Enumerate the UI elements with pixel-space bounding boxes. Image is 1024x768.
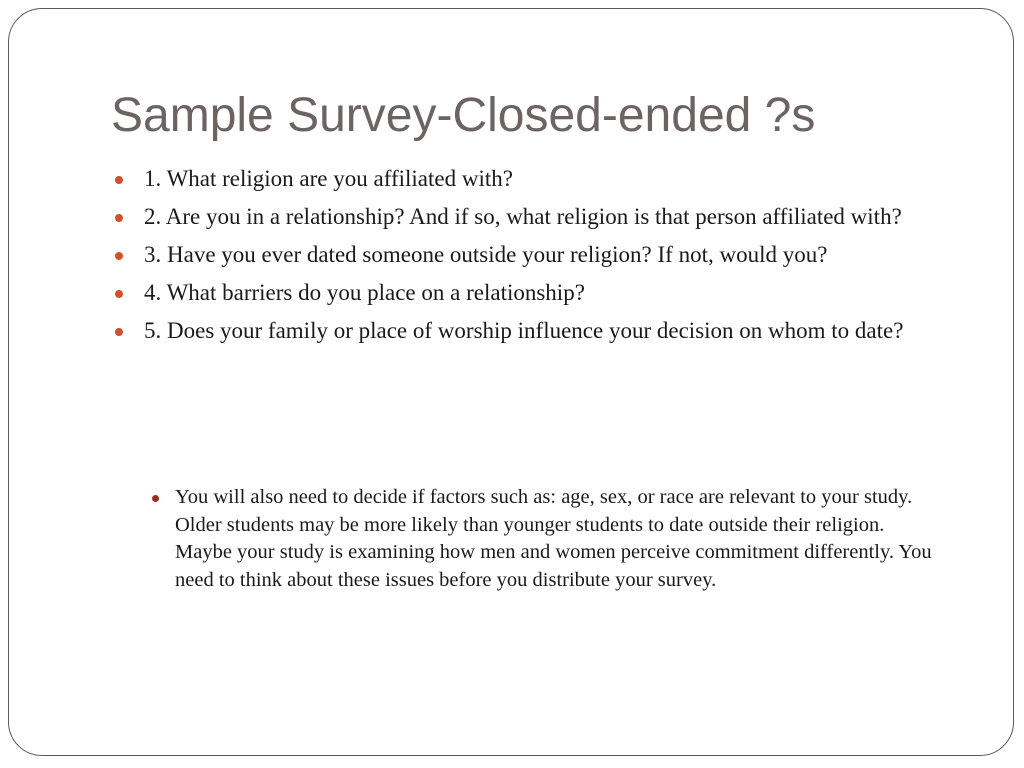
slide-title: Sample Survey-Closed-ended ?s <box>111 89 816 142</box>
sub-bullet-list <box>145 484 945 594</box>
bullet-list <box>112 164 912 354</box>
bullet-dot-icon <box>115 252 123 260</box>
bullet-item-1 <box>112 164 912 194</box>
sub-bullet-item-1 <box>145 484 945 594</box>
bullet-item-4 <box>112 278 912 308</box>
bullet-text-5: 5. Does your family or place of worship influence your decision on whom to date? <box>144 318 904 343</box>
sub-bullet-text-1: You will also need to decide if factors such as: age, sex, or race are relevant to your study. Older students may be more likely than younger students to date outside their religion. Maybe your study is examining how men and women perceive commitment differently. You need to think about these issues before you distribute your survey. <box>175 486 932 591</box>
bullet-item-2 <box>112 202 912 232</box>
bullet-dot-icon <box>115 214 123 222</box>
bullet-text-2: 2. Are you in a relationship? And if so, what religion is that person affiliated with? <box>144 204 902 229</box>
bullet-item-3 <box>112 240 912 270</box>
bullet-item-5 <box>112 316 912 346</box>
bullet-dot-icon <box>115 290 123 298</box>
bullet-text-4: 4. What barriers do you place on a relationship? <box>144 280 585 305</box>
bullet-text-3: 3. Have you ever dated someone outside your religion? If not, would you? <box>144 242 828 267</box>
bullet-text-1: 1. What religion are you affiliated with? <box>144 166 513 191</box>
bullet-dot-icon <box>115 176 123 184</box>
bullet-dot-icon <box>115 328 123 336</box>
sub-bullet-dot-icon <box>152 495 159 502</box>
